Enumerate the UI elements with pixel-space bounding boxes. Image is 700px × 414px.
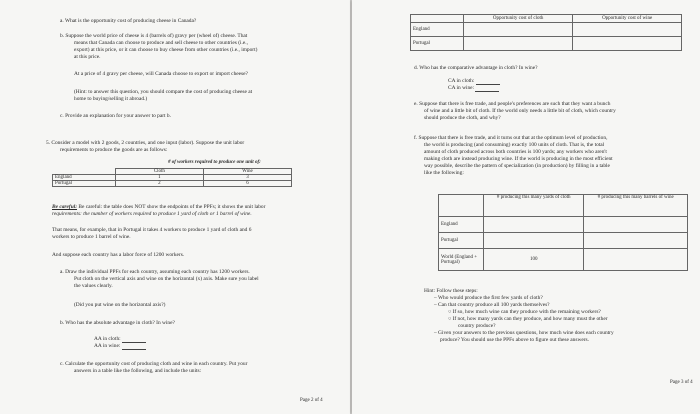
row-portugal: Portugal <box>411 37 464 51</box>
cell-cloth: 1 <box>115 175 203 181</box>
question-5c-line1: c. Calculate the opportunity cost of producing cloth and wine in each country. Put your <box>60 361 248 367</box>
question-e-line2: of wine and a little bit of cloth. If the world only needs a little bit of cloth, which country <box>424 108 616 114</box>
answer-blank <box>476 79 500 85</box>
row-portugal: Portugal <box>439 233 484 249</box>
col-oc-cloth: Opportunity cost of cloth <box>464 15 573 23</box>
question-b-line4: at this price. <box>74 54 101 60</box>
hint-line2: home to buying/selling it abroad.) <box>74 96 148 102</box>
means-line1: That means, for example, that in Portugal it takes 4 workers to produce 1 yard of cloth and 6 <box>52 227 252 233</box>
row-world: World (England + Portugal) <box>439 249 484 271</box>
question-b-line2: means that Canada can choose to produce and sell cheese to other countries (i.e., <box>74 40 248 46</box>
page-number: Page 3 of 4 <box>670 380 693 385</box>
question-d: d. Who has the comparative advantage in cloth? In wine? <box>414 65 538 71</box>
col-wine: Wine <box>203 169 291 175</box>
hint-line1: (Hint: to answer this question, you should compare the cost of producing cheese at <box>74 89 253 95</box>
question-e-line3: should produce the cloth, and why? <box>424 115 501 121</box>
question-b-line1: b. Suppose the world price of cheese is 4 (barrels of) gravy per (wheel of) cheese. That <box>60 33 248 39</box>
question-5a-line1: a. Draw the individual PPFs for each country, assuming each country has 1200 workers. <box>60 269 250 275</box>
question-5c-line2: answers in a table like the following, and include the units: <box>74 368 202 374</box>
question-b-line3: export) at this price, or it can choose to buy cheese from other countries (i.e., import) <box>74 47 258 53</box>
specialization-table <box>438 194 688 271</box>
question-f-line5: way possible, describe the pattern of specialization (in production) by filling in a table <box>424 163 610 169</box>
ca-cloth: CA in cloth: <box>448 78 500 85</box>
careful-line1: Be careful: Be careful: the table does NOT show the endpoints of the PPFs; it shows the unit labor <box>52 204 266 210</box>
cell-cloth: 2 <box>115 181 203 187</box>
aa-cloth: AA in cloth: <box>94 336 146 343</box>
hint-step2b: ○ If not, how many yards can they produce, and how many must the other <box>448 316 608 322</box>
hint-step2a: ○ If so, how much wine can they produce with the remaining workers? <box>448 309 601 315</box>
aa-wine: AA in wine: <box>94 343 146 350</box>
hint-step2b-cont: country produce? <box>458 323 496 329</box>
careful-line2: requirements: the number of workers required to produce 1 yard of cloth or 1 barrel of wine. <box>52 211 252 217</box>
question-f-line1: f. Suppose that there is free trade, and it turns out that at the optimum level of production, <box>414 135 608 141</box>
page-number: Page 2 of 4 <box>300 398 323 403</box>
question-f-line4: making cloth are instead producing wine. If the world is producing in the most efficient <box>424 156 613 162</box>
ca-wine: CA in wine: <box>448 85 499 92</box>
row-england: England <box>439 217 484 233</box>
row-england: England <box>411 23 464 37</box>
labor-requirements-table <box>52 168 292 187</box>
question-5-line2: requirements to produce the goods are as follows: <box>60 147 168 153</box>
question-c: c. Provide an explanation for your answer to part b. <box>60 113 171 119</box>
means-line2: workers to produce 1 barrel of wine. <box>52 234 131 240</box>
did-you-note: (Did you put wine on the horizontal axis?) <box>74 302 166 308</box>
cell-wine: 3 <box>203 175 291 181</box>
col-wine-barrels: # producing this many barrels of wine <box>584 195 688 217</box>
col-cloth: Cloth <box>115 169 203 175</box>
answer-blank <box>122 344 146 350</box>
row-country: England <box>53 175 116 181</box>
col-oc-wine: Opportunity cost of wine <box>573 15 682 23</box>
row-country: Portugal <box>53 181 116 187</box>
table-super-header: # of workers required to produce one unit of: <box>168 160 261 165</box>
opportunity-cost-table <box>410 14 682 51</box>
question-5a-line2: Put cloth on the vertical axis and wine on the horizontal (x) axis. Make sure you label <box>74 276 259 282</box>
page-right <box>352 0 700 414</box>
answer-blank <box>475 86 499 92</box>
question-5a-line3: the values clearly. <box>74 283 113 289</box>
cell-wine: 6 <box>203 181 291 187</box>
hint-step3: – Given your answers to the previous questions, how much wine does each country <box>434 330 614 336</box>
hint-step2: – Can that country produce all 100 yards themselves? <box>434 302 550 308</box>
question-b-line5: At a price of 4 gravy per cheese, will Canada choose to export or import cheese? <box>74 71 248 77</box>
question-5-line1: 5. Consider a model with 2 goods, 2 countries, and one input (labor). Suppose the unit labor <box>46 140 245 146</box>
question-5b: b. Who has the absolute advantage in cloth? In wine? <box>60 320 175 326</box>
hint-step3-cont: produce? You should use the PPFs above to figure out these answers. <box>440 337 589 343</box>
question-f-line2: the world is producing (and consuming) exactly 100 units of cloth. That is, the total <box>424 142 605 148</box>
question-f-line6: like the following: <box>424 170 464 176</box>
question-e-line1: e. Suppose that there is free trade, and people's preferences are such that they want a bunch <box>414 101 611 107</box>
hint-title: Hint: Follow these steps: <box>424 288 478 294</box>
labor-force: And suppose each country has a labor force of 1200 workers. <box>52 252 185 258</box>
question-a: a. What is the opportunity cost of producing cheese in Canada? <box>60 18 197 24</box>
question-f-line3: amount of cloth produced across both countries is 100 yards; any workers who aren't <box>424 149 607 155</box>
answer-blank <box>122 337 146 343</box>
col-cloth-yards: # producing this many yards of cloth <box>484 195 584 217</box>
hint-step1: – Who would produce the first few yards of cloth? <box>434 295 543 301</box>
world-cloth-value: 100 <box>484 249 584 271</box>
